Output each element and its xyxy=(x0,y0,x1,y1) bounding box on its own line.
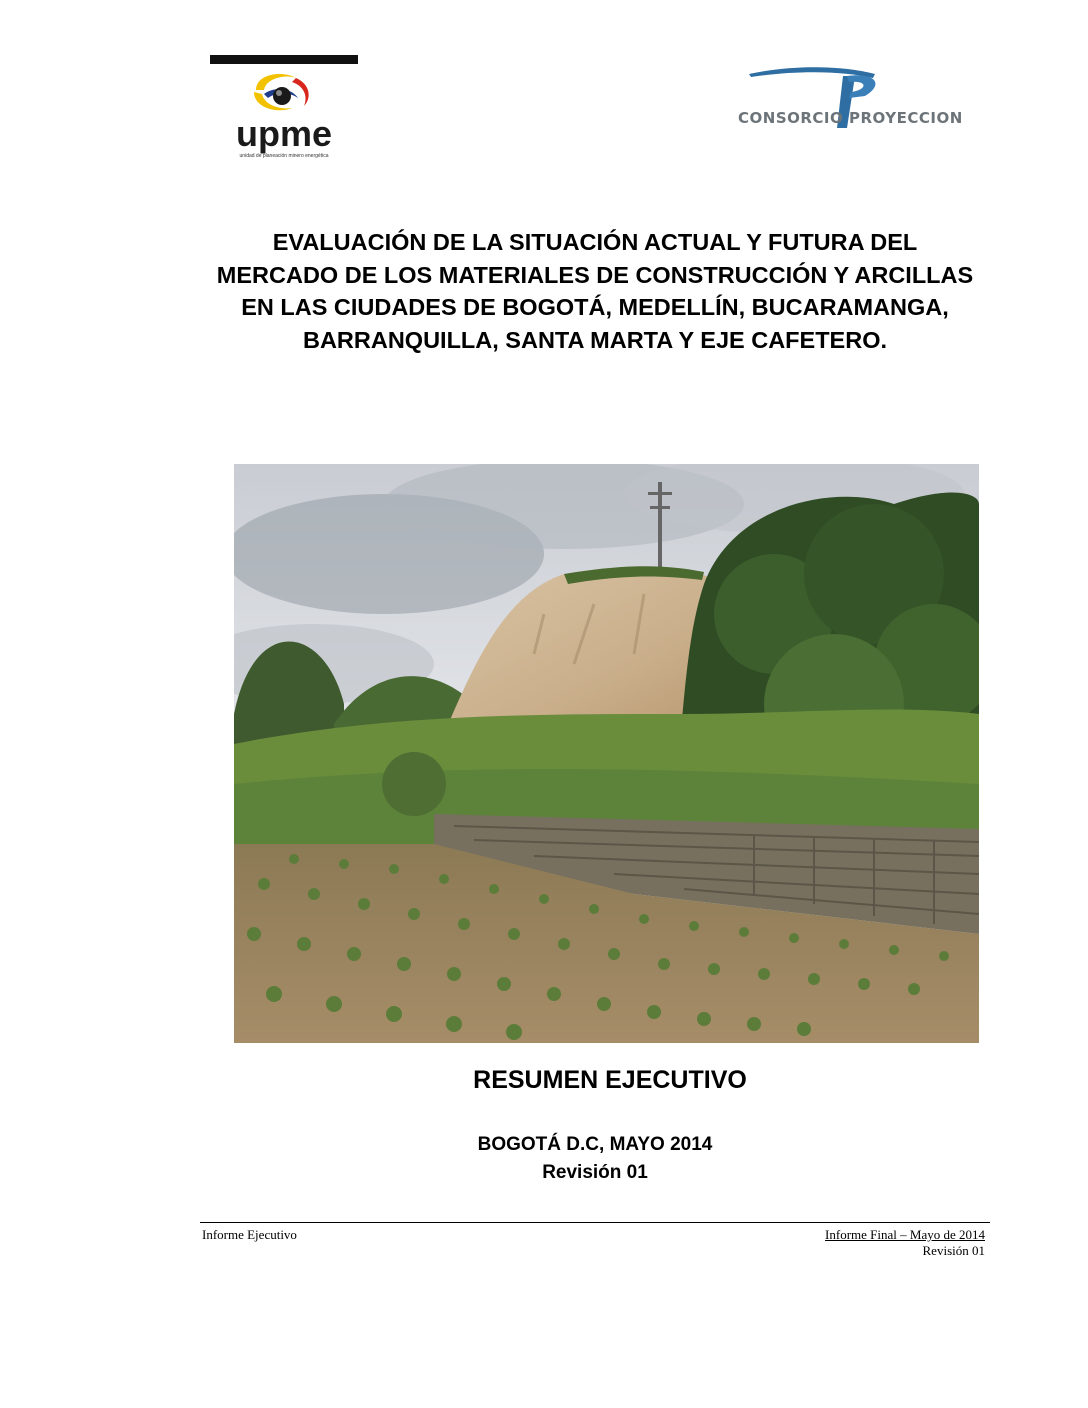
consorcio-proyeccion-logo xyxy=(735,62,965,137)
footer-right-text: Informe Final – Mayo de 2014 xyxy=(825,1227,985,1242)
cover-photo xyxy=(234,464,979,1043)
footer-left-text: Informe Ejecutivo xyxy=(202,1227,297,1242)
revision-label: Revisión 01 xyxy=(542,1162,648,1183)
consorcio-name: CONSORCIO PROYECCION xyxy=(738,109,963,127)
document-subtitle: RESUMEN EJECUTIVO xyxy=(473,1066,747,1094)
upme-tagline: unidad de planeación minero energética xyxy=(239,153,329,159)
place-date: BOGOTÁ D.C, MAYO 2014 xyxy=(477,1134,713,1155)
footer-revision: Revisión 01 xyxy=(922,1243,985,1258)
footer-divider xyxy=(200,1222,990,1223)
document-title: EVALUACIÓN DE LA SITUACIÓN ACTUAL Y FUTURA DEL MERCADO DE LOS MATERIALES DE CONSTRUCCIÓN Y ARCILLAS EN LAS CIUDADES DE BOGOTÁ, MEDELLÍN, BUCARAMANGA, BARRANQUILLA, SANTA MARTA Y EJE CAFETERO. xyxy=(216,229,974,353)
upme-emblem-icon xyxy=(248,68,320,118)
upme-logo xyxy=(210,55,358,165)
hillside-landscape-image xyxy=(234,464,979,1043)
upme-wordmark: upme xyxy=(235,113,332,154)
